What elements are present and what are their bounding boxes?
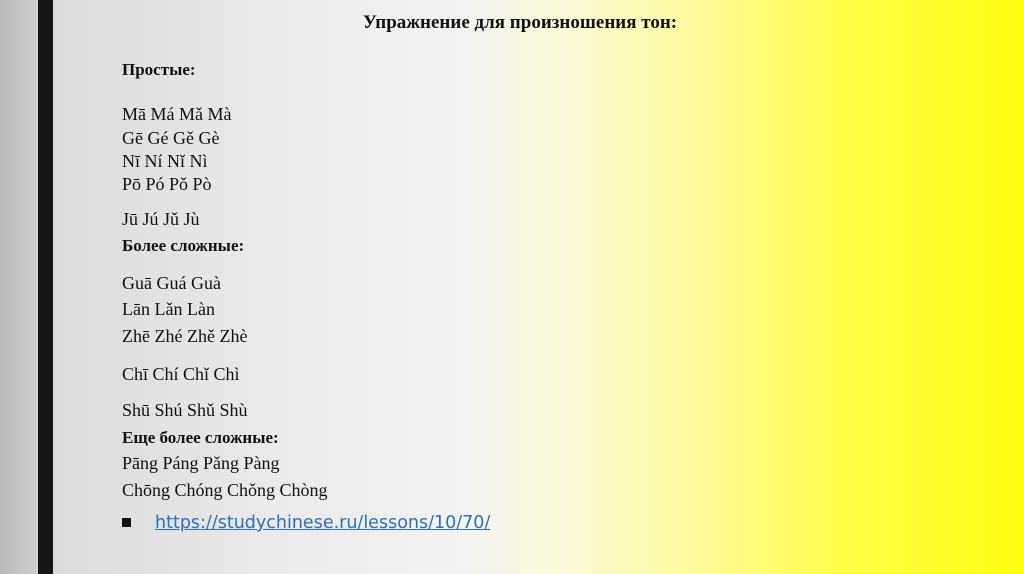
syllable-line: Jū Jú Jǔ Jù <box>122 209 200 229</box>
syllable-line: Nī Ní Nǐ Nì <box>122 151 208 171</box>
syllable-line: Mā Má Mǎ Mà <box>122 104 232 124</box>
lesson-link[interactable]: https://studychinese.ru/lessons/10/70/ <box>155 513 491 533</box>
slide-title: Упражнение для произношения тон: <box>362 12 678 33</box>
syllable-line: Chōng Chóng Chǒng Chòng <box>122 480 328 500</box>
simple-heading: Простые: <box>122 60 196 79</box>
syllable-line: Lān Lǎn Làn <box>122 299 215 319</box>
syllable-line: Chī Chí Chǐ Chì <box>122 364 240 384</box>
syllable-line: Pāng Páng Pǎng Pàng <box>122 453 280 473</box>
syllable-line: Shū Shú Shǔ Shù <box>122 400 248 420</box>
syllable-line: Zhē Zhé Zhě Zhè <box>122 326 248 346</box>
syllable-line: Guā Guá Guà <box>122 273 221 293</box>
square-bullet-icon <box>122 518 131 527</box>
link-item <box>122 513 490 533</box>
left-dark-bar <box>38 0 53 574</box>
hardest-heading: Еще более сложные: <box>122 428 279 447</box>
syllable-line: Gē Gé Gě Gè <box>122 128 220 148</box>
left-decor-band <box>0 0 38 574</box>
harder-heading: Более сложные: <box>122 236 245 255</box>
syllable-line: Pō Pó Pǒ Pò <box>122 174 212 194</box>
